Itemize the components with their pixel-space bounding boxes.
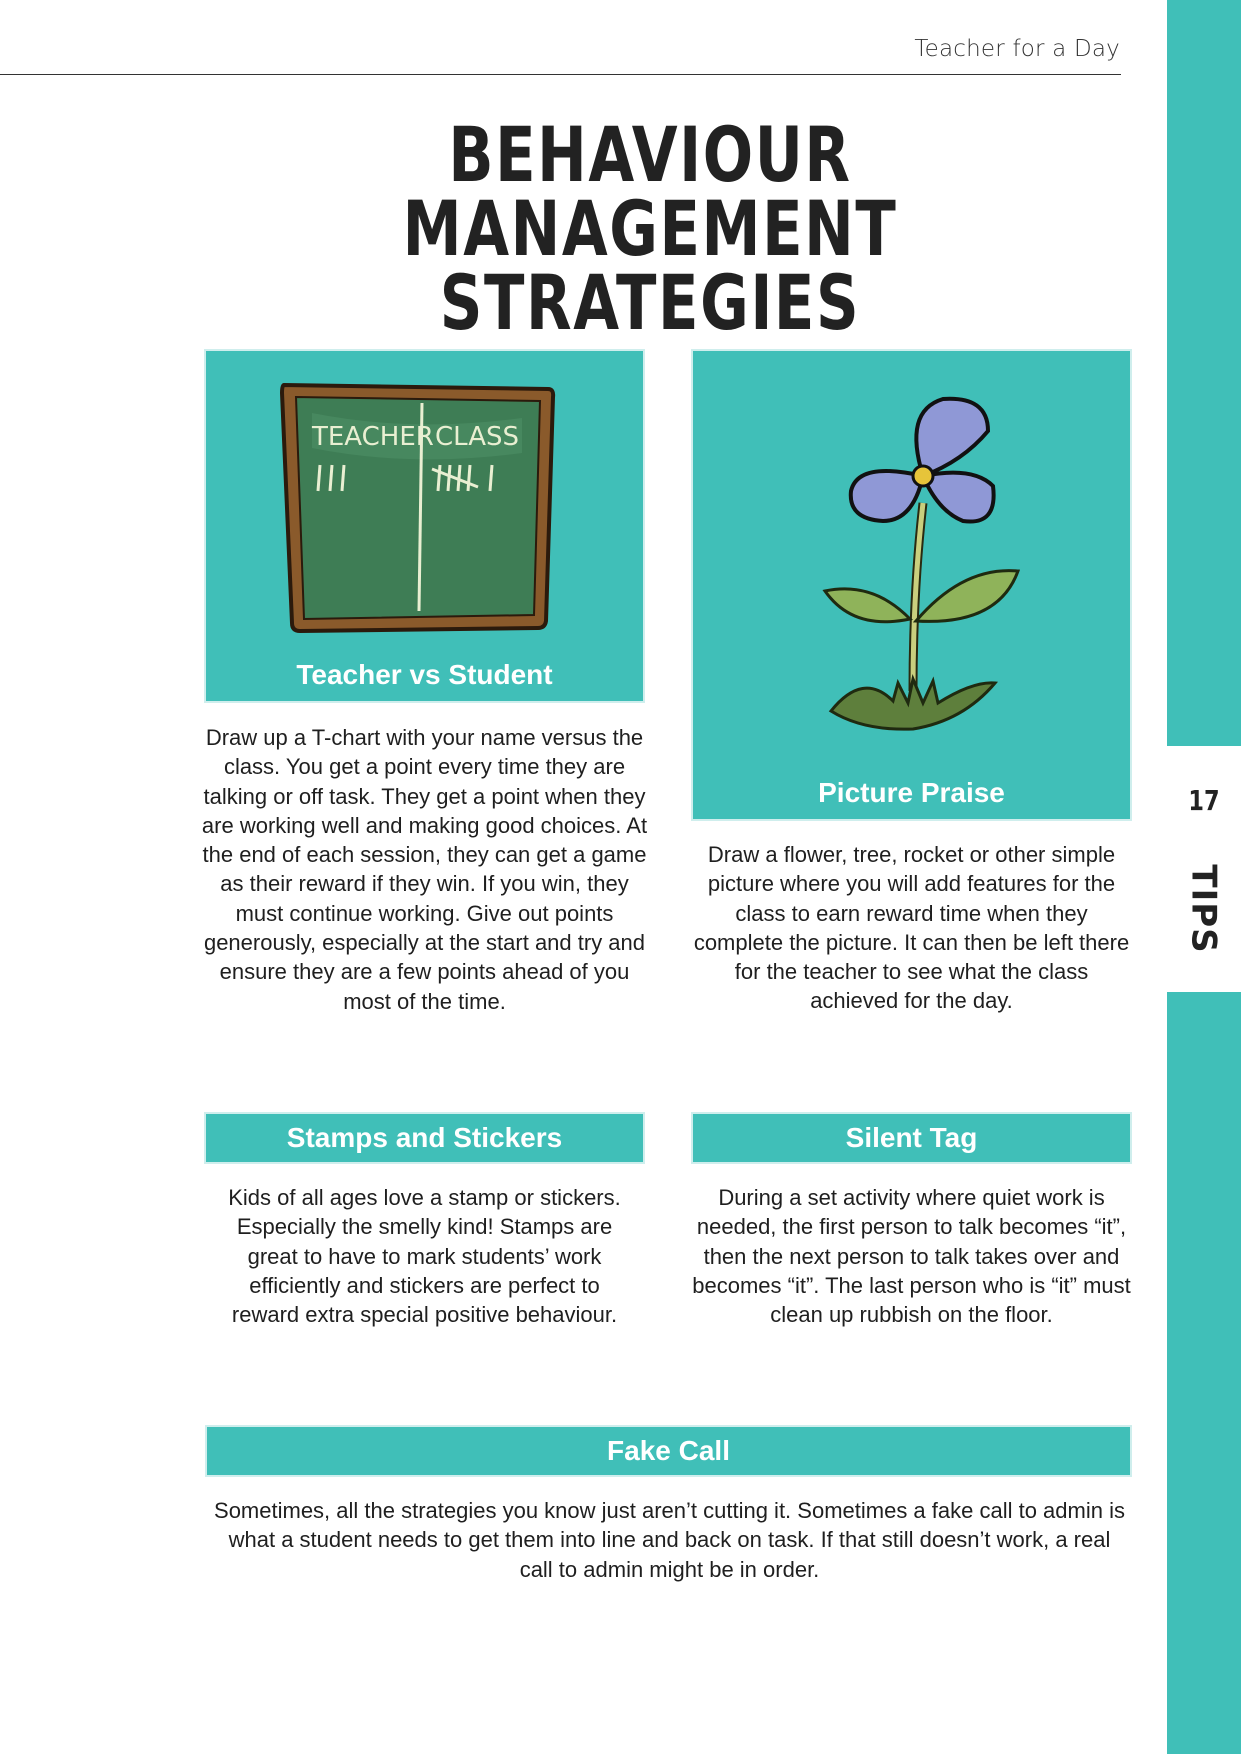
fake-call-body: Sometimes, all the strategies you know just aren’t cutting it. Sometimes a fake call to admin is what a student needs to get them into line and back on task. If that still doesn’t work, a real call to admin might be in order. (214, 1498, 1125, 1582)
chalkboard-illustration (272, 373, 572, 643)
picture-praise-title: Picture Praise (818, 777, 1005, 808)
section-label-text: TIPS (1184, 864, 1224, 954)
page-title (283, 110, 1016, 347)
teacher-vs-student-card (204, 349, 645, 703)
teacher-vs-student-body: Draw up a T-chart with your name versus the class. You get a point every time they are talking or off task. They get a point when they are working well and making good choices. At the end of each session, they can get a game as their reward if they win. If you win, they must continue working. Give out points generously, especially at the start and try and ensure they are a few points ahead of you most of the time. (201, 725, 648, 1014)
page-title-line-1: BEHAVIOUR MANAGEMENT (402, 110, 898, 273)
silent-tag-body: During a set activity where quiet work is needed, the first person to talk becomes “it”, then the next person to talk takes over and becomes “it”. The last person who is “it” must clean up rubbish on the floor. (692, 1185, 1131, 1328)
running-header: Teacher for a Day (914, 36, 1120, 62)
stamps-and-stickers-title: Stamps and Stickers (204, 1112, 645, 1164)
stamps-and-stickers-body: Kids of all ages love a stamp or stickers. Especially the smelly kind! Stamps are great to have to mark students’ work efficiently and stickers are perfect to reward extra special positive behaviour. (228, 1185, 621, 1328)
fake-call-title: Fake Call (205, 1425, 1132, 1477)
picture-praise-card (691, 349, 1132, 821)
header-divider (0, 74, 1121, 75)
teacher-vs-student-title: Teacher vs Student (296, 659, 553, 690)
chalk-label-class: CLASS (435, 422, 520, 452)
chalk-label-teacher: TEACHER (312, 422, 434, 452)
page-number: 17 (1188, 784, 1220, 817)
side-tab-bar-top (1167, 0, 1241, 746)
side-tab-bar-bottom (1167, 992, 1241, 1754)
picture-praise-body: Draw a flower, tree, rocket or other simple picture where you will add features for the class to earn reward time when they complete the picture. It can then be left there for the teacher to see what the class achieved for the day. (693, 842, 1130, 1014)
page-title-line-2: STRATEGIES (439, 258, 861, 347)
flower-illustration (813, 391, 1033, 751)
section-label (1167, 864, 1241, 954)
silent-tag-title: Silent Tag (691, 1112, 1132, 1164)
